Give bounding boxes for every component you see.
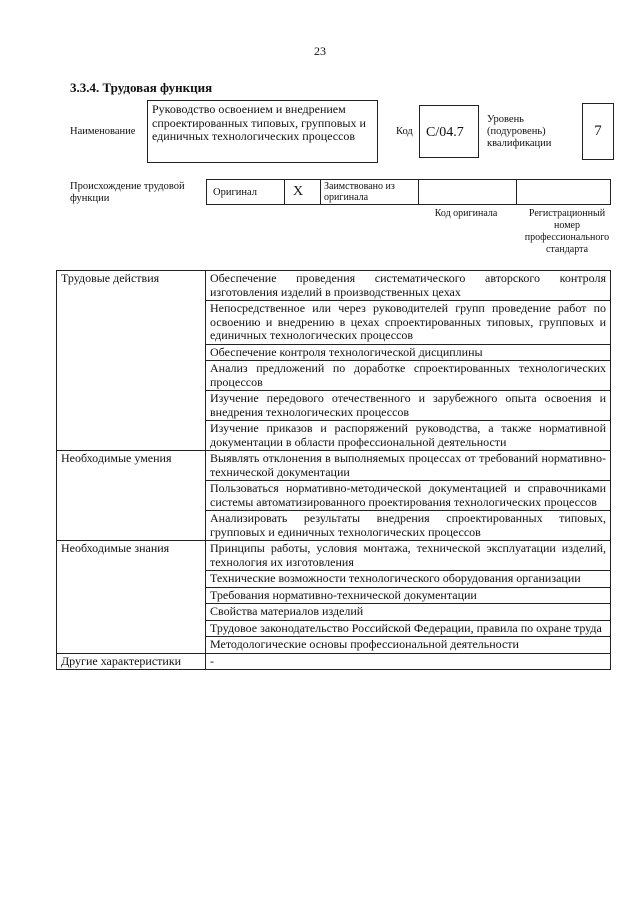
item-cell: Требования нормативно-технической документации	[206, 587, 611, 604]
item-cell: Обеспечение контроля технологической дисциплины	[206, 344, 611, 361]
origin-original-label: Оригинал	[213, 187, 257, 198]
level-label: Уровень (подуровень) квалификации	[487, 114, 552, 149]
category-cell: Необходимые знания	[57, 541, 206, 654]
item-cell: Методологические основы профессиональной деятельности	[206, 637, 611, 654]
item-cell: Выявлять отклонения в выполняемых процессах от требований нормативно-технической документации	[206, 451, 611, 481]
table-row	[57, 541, 611, 571]
origin-borrowed-label: Заимствовано из оригинала	[324, 181, 395, 203]
table-row	[57, 271, 611, 301]
category-cell: Трудовые действия	[57, 271, 206, 451]
section-title: 3.3.4. Трудовая функция	[70, 80, 213, 95]
item-cell: Трудовое законодательство Российской Федерации, правила по охране труда	[206, 620, 611, 637]
item-cell: Изучение приказов и распоряжений руководства, а также нормативной документации в области профессиональной деятельности	[206, 421, 611, 451]
item-cell: Изучение передового отечественного и зарубежного опыта освоения и внедрения технологических процессов	[206, 391, 611, 421]
table-row	[57, 451, 611, 481]
category-cell: Необходимые умения	[57, 451, 206, 541]
name-label: Наименование	[70, 126, 136, 137]
item-cell: Пользоваться нормативно-методической документацией и справочниками системы автоматизированного проектирования технологических процессов	[206, 481, 611, 511]
item-cell: Технические возможности технологического оборудования организации	[206, 571, 611, 588]
page-number: 23	[314, 44, 326, 58]
origin-table	[206, 179, 611, 205]
origin-mark: X	[293, 184, 304, 199]
table-row	[57, 653, 611, 670]
code-label: Код	[396, 126, 413, 137]
item-cell: Непосредственное или через руководителей групп проведение работ по освоению и внедрению в цехах спроектированных типовых, групповых и единичных технологических процессов	[206, 301, 611, 345]
code-value-box: C/04.7	[419, 105, 479, 158]
item-cell: Анализировать результаты внедрения спроектированных типовых, групповых и единичных технологических процессов	[206, 511, 611, 541]
origin-original-cell	[207, 180, 285, 204]
function-name-box: Руководство освоением и внедрением спроектированных типовых, групповых и единичных технологических процессов	[147, 100, 378, 163]
function-details-body	[57, 271, 611, 670]
origin-code-cell	[419, 180, 517, 204]
item-cell: -	[206, 653, 611, 670]
origin-mark-cell	[285, 180, 321, 204]
origin-label: Происхождение трудовой функции	[70, 181, 185, 204]
origin-reg-cell	[517, 180, 610, 204]
level-value-box: 7	[582, 103, 614, 160]
origin-borrowed-cell	[321, 180, 419, 204]
item-cell: Анализ предложений по доработке спроектированных технологических процессов	[206, 361, 611, 391]
origin-reg-caption: Регистрационный номер профессионального стандарта	[524, 208, 610, 255]
item-cell: Принципы работы, условия монтажа, технической эксплуатации изделий, технология их изготовления	[206, 541, 611, 571]
category-cell: Другие характеристики	[57, 653, 206, 670]
origin-code-caption: Код оригинала	[434, 208, 498, 219]
function-details-table	[56, 270, 611, 670]
item-cell: Обеспечение проведения систематического авторского контроля изготовления изделий в производственных цехах	[206, 271, 611, 301]
item-cell: Свойства материалов изделий	[206, 604, 611, 621]
